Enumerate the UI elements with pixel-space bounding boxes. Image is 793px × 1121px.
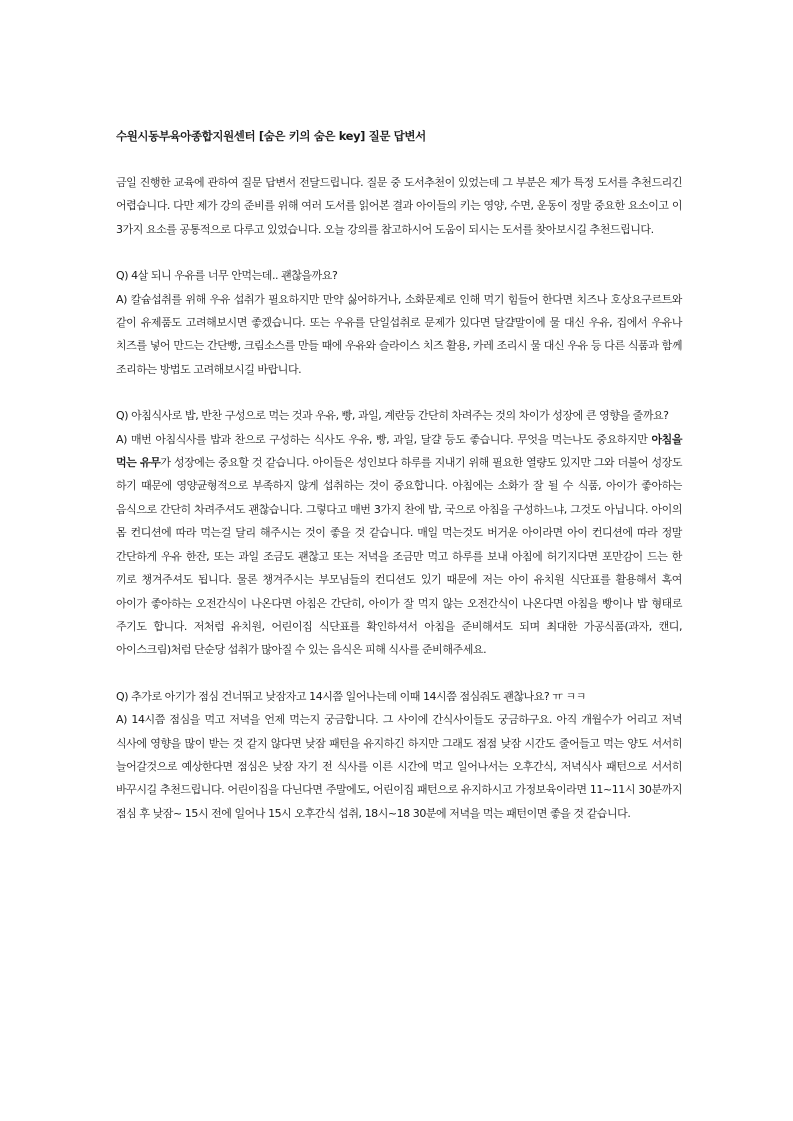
answer-2-before: A) 매번 아침식사를 밥과 찬으로 구성하는 식사도 우유, 빵, 과일, 달걀 등도 좋습니다. 무엇을 먹는나도 중요하지만 xyxy=(116,432,652,446)
document-title: 수원시동부육아종합지원센터 [숨은 키의 숨은 key] 질문 답변서 xyxy=(116,129,426,143)
question-3: Q) 추가로 아기가 점심 건너뛰고 낮잠자고 14시쯤 일어나는데 이때 14시쯤 점심줘도 괜찮나요? ㅠ ㅋㅋ xyxy=(116,689,586,703)
qa-block-1 xyxy=(116,264,682,381)
question-2: Q) 아침식사로 밥, 반찬 구성으로 먹는 것과 우유, 빵, 과일, 계란등 간단히 차려주는 것의 차이가 성장에 큰 영향을 줄까요? xyxy=(116,409,669,423)
answer-2-after: 가 성장에는 중요할 것 같습니다. 아이들은 성인보다 하루를 지내기 위해 필요한 열량도 있지만 그와 더불어 성장도 하기 때문에 영양균형적으로 부족하지 않게 섭취하는 것이 중요합니다. 아침에는 소화가 잘 될 수 식품, 아이가 좋아하는 음식으로 간단히 차려주셔도 괜찮습니다. 그렇다고 매번 3가지 찬에 밥, 국으로 아침을 구성하느냐, 그것도 아닙니다. 아이의 몸 컨디션에 따라 먹는걸 달리 해주시는 것이 좋을 것 같습니다. 매일 먹는것도 버거운 아이라면 아이 컨디션에 따라 정말 간단하게 우유 한잔, 또는 과일 조금도 괜찮고 또는 저녁을 조금만 먹고 하루를 보내 아침에 허기지다면 포만감이 드는 한 끼로 챙겨주셔도 됩니다. 물론 챙겨주시는 부모님들의 컨디션도 있기 때문에 저는 아이 유치원 식단표를 활용해서 혹여 아이가 좋아하는 오전간식이 나온다면 아침은 간단히, 아이가 잘 먹지 않는 오전간식이 나온다면 아침을 빵이나 밥 형태로 주기도 합니다. 저처럼 유치원, 어린이집 식단표를 확인하셔서 아침을 준비해셔도 되며 최대한 가공식품(과자, 캔디, 아이스크림)처럼 단순당 섭취가 많아질 수 있는 음식은 피해 식사를 준비해주세요. xyxy=(116,456,682,657)
question-1: Q) 4살 되니 우유를 너무 안먹는데.. 괜찮을까요? xyxy=(116,269,338,283)
answer-3: A) 14시쯤 점심을 먹고 저녁을 언제 먹는지 궁금합니다. 그 사이에 간식사이들도 궁금하구요. 아직 개월수가 어리고 저녁 식사에 영향을 많이 받는 것 같지 않다면 낮잠 패턴을 유지하긴 하지만 그래도 점점 낮잠 시간도 줄어들고 먹는 양도 서서히 늘어갈것으로 예상한다면 점심은 낮잠 자기 전 식사를 이른 시간에 먹고 일어나서는 오후간식, 저녁식사 패턴으로 서서히 바꾸시길 추천드립니다. 어린이집을 다닌다면 주말에도, 어린이집 패턴으로 유지하시고 가정보육이라면 11~11시 30분까지 점심 후 낮잠~ 15시 전에 일어나 15시 오후간식 섭취, 18시~18 30분에 저녁을 먹는 패턴이면 좋을 것 같습니다. xyxy=(116,713,682,820)
answer-2 xyxy=(116,428,682,662)
document-page xyxy=(116,128,682,848)
answer-2-emphasis: 아침을 먹는 유무 xyxy=(116,432,682,470)
qa-block-2 xyxy=(116,404,682,661)
answer-1: A) 칼슘섭취를 위해 우유 섭취가 필요하지만 만약 싫어하거나, 소화문제로 인해 먹기 힘들어 한다면 치즈나 호상요구르트와 같이 유제품도 고려해보시면 좋겠습니다. 또는 우유를 단일섭취로 문제가 있다면 달걀말이에 물 대신 우유, 집에서 우유나 치즈를 넣어 만드는 간단빵, 크림소스를 만들 때에 우유와 슬라이스 치즈 활용, 카레 조리시 물 대신 우유 등 다른 식품과 함께 조리하는 방법도 고려해보시길 바랍니다. xyxy=(116,292,682,376)
qa-block-3 xyxy=(116,685,682,825)
intro-paragraph: 금일 진행한 교육에 관하여 질문 답변서 전달드립니다. 질문 중 도서추천이 있었는데 그 부분은 제가 특정 도서를 추천드리긴 어렵습니다. 다만 제가 강의 준비를 위해 여러 도서를 읽어본 결과 아이들의 키는 영양, 수면, 운동이 정말 중요한 요소이고 이 3가지 요소를 공통적으로 다루고 있었습니다. 오늘 강의를 참고하시어 도움이 되시는 도서를 찾아보시길 추천드립니다. xyxy=(116,176,682,236)
